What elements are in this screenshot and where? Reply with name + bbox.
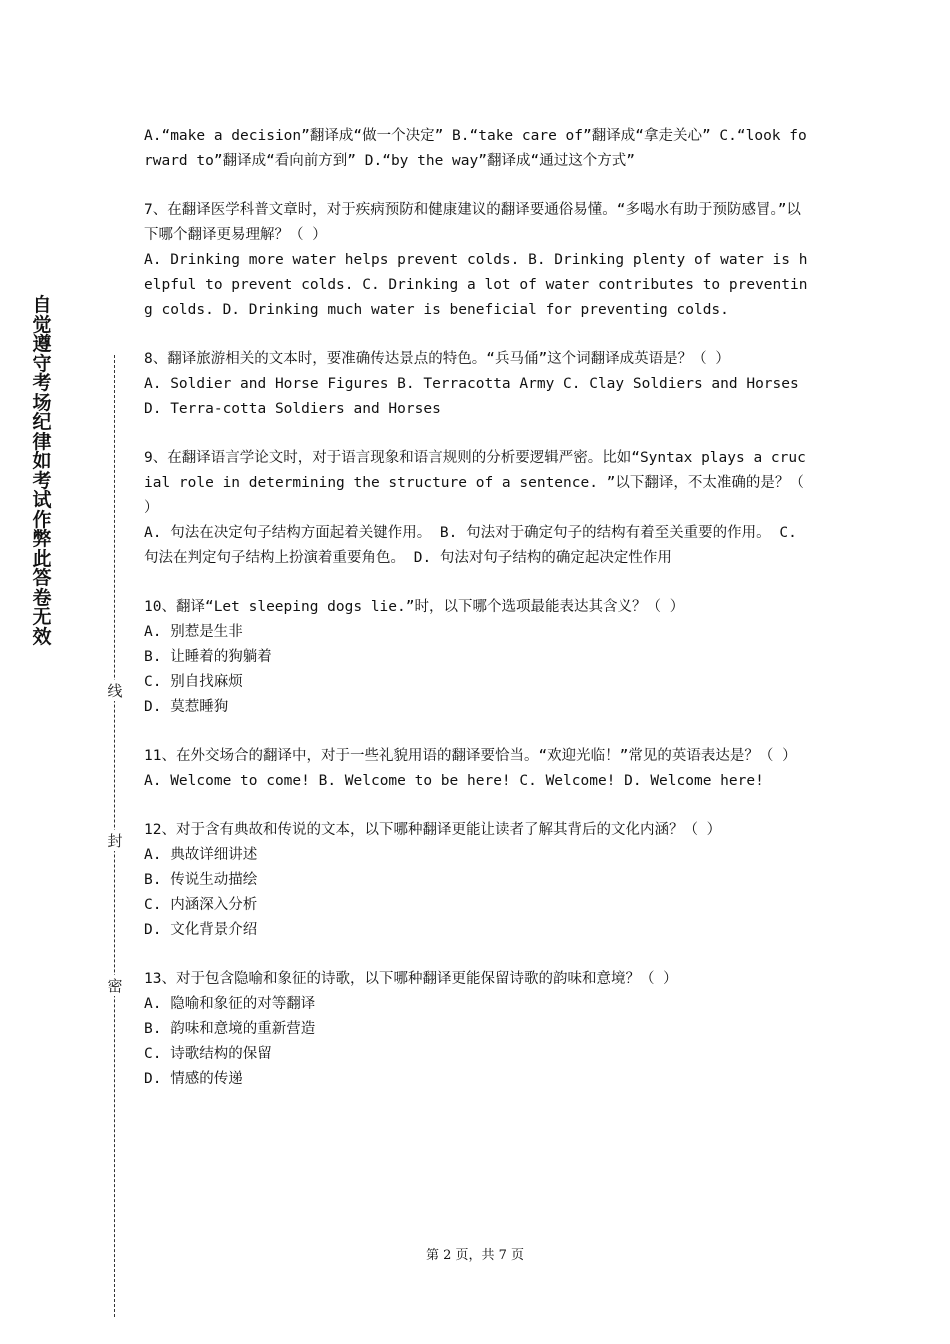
question-13	[144, 967, 810, 1092]
seal-word-xian: 线	[107, 682, 123, 700]
question-9	[144, 446, 813, 571]
question-10-option-b: B. 让睡着的狗躺着	[144, 649, 272, 665]
question-8-options: A. Soldier and Horse Figures B. Terracotta Army C. Clay Soldiers and Horses D. Terra-cotta Soldiers and Horses	[144, 376, 808, 417]
question-list	[144, 124, 813, 1116]
question-11-options: A. Welcome to come! B. Welcome to be here! C. Welcome! D. Welcome here!	[144, 773, 764, 789]
question-11	[144, 744, 810, 794]
question-9-options: A. 句法在决定句子结构方面起着关键作用。 B. 句法对于确定句子的结构有着至关重要的作用。 C. 句法在判定句子结构上扮演着重要角色。 D. 句法对句子结构的确定起决定性作用	[144, 525, 806, 566]
question-12-option-a: A. 典故详细讲述	[144, 847, 258, 863]
question-7-options: A. Drinking more water helps prevent colds. B. Drinking plenty of water is helpful to prevent colds. C. Drinking a lot of water contributes to preventing colds. D. Drinking much water is beneficial for preventing colds.	[144, 252, 808, 318]
question-8	[144, 347, 810, 422]
question-9-stem: 9、在翻译语言学论文时，对于语言现象和语言规则的分析要逻辑严密。比如“Syntax plays a crucial role in determining the structure of a sentence. ”以下翻译，不太准确的是？（ ）	[144, 450, 813, 516]
question-10-option-d: D. 莫惹睡狗	[144, 699, 229, 715]
question-13-stem: 13、对于包含隐喻和象征的诗歌，以下哪种翻译更能保留诗歌的韵味和意境？（ ）	[144, 971, 678, 987]
page-number: 第 2 页，共 7 页	[425, 1248, 525, 1263]
seal-word-feng: 封	[107, 832, 123, 850]
question-12-option-d: D. 文化背景介绍	[144, 922, 258, 938]
question-13-option-c: C. 诗歌结构的保留	[144, 1046, 272, 1062]
question-10-option-a: A. 别惹是生非	[144, 624, 243, 640]
question-12-option-b: B. 传说生动描绘	[144, 872, 258, 888]
question-13-option-b: B. 韵味和意境的重新营造	[144, 1021, 316, 1037]
question-13-option-a: A. 隐喻和象征的对等翻译	[144, 996, 316, 1012]
question-12-stem: 12、对于含有典故和传说的文本，以下哪种翻译更能让读者了解其背后的文化内涵？（ ）	[144, 822, 722, 838]
question-11-stem: 11、在外交场合的翻译中，对于一些礼貌用语的翻译要恰当。“欢迎光临！”常见的英语表达是？（ ）	[144, 748, 797, 764]
question-7-stem: 7、在翻译医学科普文章时，对于疾病预防和健康建议的翻译要通俗易懂。“多喝水有助于预防感冒。”以下哪个翻译更易理解？（ ）	[144, 202, 801, 243]
question-6	[144, 124, 810, 174]
question-6-options: A.“make a decision”翻译成“做一个决定” B.“take care of”翻译成“拿走关心” C.“look forward to”翻译成“看向前方到” D.“by the way”翻译成“通过这个方式”	[144, 128, 807, 169]
question-13-option-d: D. 情感的传递	[144, 1071, 243, 1087]
question-12-option-c: C. 内涵深入分析	[144, 897, 258, 913]
question-10	[144, 595, 810, 720]
seal-word-mi: 密	[107, 977, 123, 995]
question-7	[144, 198, 810, 323]
question-10-stem: 10、翻译“Let sleeping dogs lie.”时，以下哪个选项最能表达其含义？（ ）	[144, 599, 685, 615]
exam-discipline-warning: 自 觉 遵 守 考 场 纪 律 如 考 试 作 弊 此 答 卷 无 效	[32, 294, 52, 648]
question-8-stem: 8、翻译旅游相关的文本时，要准确传达景点的特色。“兵马俑”这个词翻译成英语是？（ ）	[144, 351, 730, 367]
question-12	[144, 818, 810, 943]
question-10-option-c: C. 别自找麻烦	[144, 674, 243, 690]
